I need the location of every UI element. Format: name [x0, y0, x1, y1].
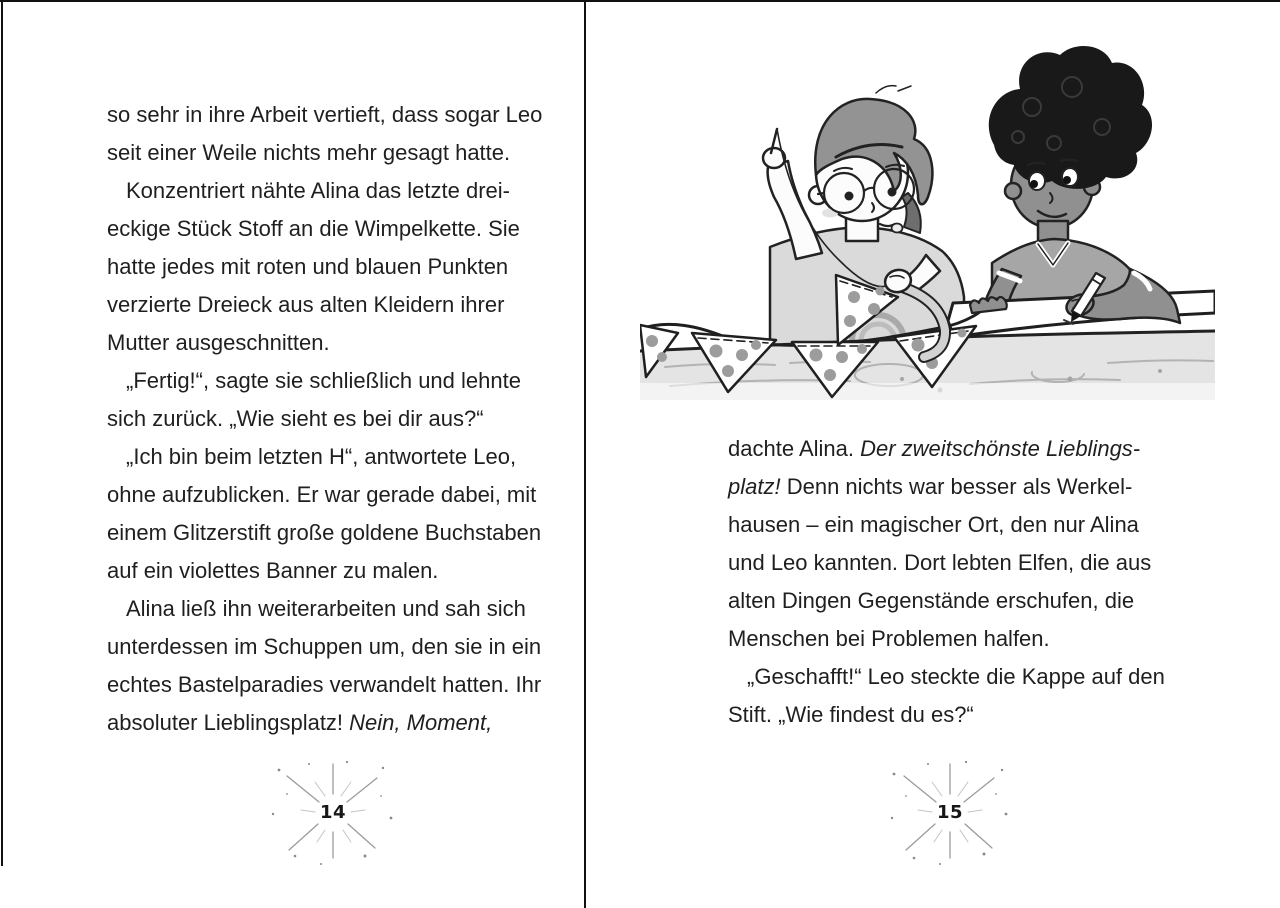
text-segment: echtes Bastelparadies verwandelt hatten. Ihr: [107, 672, 542, 697]
page-number-right: [880, 752, 1020, 872]
page-number-left: [263, 752, 403, 872]
italic-text-segment: Nein, Moment,: [349, 710, 493, 735]
text-line: [107, 286, 567, 324]
scan-frame-top-line: [0, 0, 1280, 2]
text-line: [728, 582, 1188, 620]
text-line: [107, 704, 567, 742]
text-segment: sich zurück. „Wie sieht es bei dir aus?“: [107, 406, 484, 431]
text-line: [107, 96, 567, 134]
text-line: [107, 438, 567, 476]
text-line: [107, 552, 567, 590]
italic-text-segment: Der zweitschönste Lieblings-: [860, 436, 1141, 461]
text-line: [728, 430, 1188, 468]
text-line: [107, 628, 567, 666]
text-segment: hatte jedes mit roten und blauen Punkten: [107, 254, 509, 279]
text-line: [107, 324, 567, 362]
right-page-text: [728, 430, 1188, 734]
text-line: [107, 248, 567, 286]
text-segment: so sehr in ihre Arbeit vertieft, dass sogar Leo: [107, 102, 543, 127]
text-segment: einem Glitzerstift große goldene Buchstaben: [107, 520, 542, 545]
text-segment: alten Dingen Gegenstände erschufen, die: [728, 588, 1135, 613]
text-line: [728, 468, 1188, 506]
page-number-label: 14: [319, 802, 347, 823]
text-line: [107, 400, 567, 438]
text-segment: Konzentriert nähte Alina das letzte drei-: [126, 178, 511, 203]
text-line: [728, 658, 1188, 696]
text-segment: verzierte Dreieck aus alten Kleidern ihrer: [107, 292, 505, 317]
scan-frame-left-line: [1, 0, 3, 866]
text-line: [728, 544, 1188, 582]
illustration-children-crafting: [640, 45, 1215, 400]
text-line: [107, 172, 567, 210]
page-number-label: 15: [936, 802, 964, 823]
text-segment: eckige Stück Stoff an die Wimpelkette. Sie: [107, 216, 520, 241]
text-line: [728, 696, 1188, 734]
text-segment: und Leo kannten. Dort lebten Elfen, die aus: [728, 550, 1152, 575]
text-segment: „Ich bin beim letzten H“, antwortete Leo,: [126, 444, 517, 469]
text-line: [107, 666, 567, 704]
text-line: [728, 620, 1188, 658]
text-segment: auf ein violettes Banner zu malen.: [107, 558, 439, 583]
text-line: [107, 210, 567, 248]
text-segment: „Geschafft!“ Leo steckte die Kappe auf den: [747, 664, 1165, 689]
text-line: [107, 476, 567, 514]
left-page-text: [107, 96, 567, 742]
text-segment: Stift. „Wie findest du es?“: [728, 702, 974, 727]
text-line: [107, 362, 567, 400]
text-segment: ohne aufzublicken. Er war gerade dabei, mit: [107, 482, 537, 507]
text-line: [107, 134, 567, 172]
text-segment: unterdessen im Schuppen um, den sie in ein: [107, 634, 542, 659]
page-divider-line: [584, 0, 586, 908]
text-segment: Alina ließ ihn weiterarbeiten und sah sich: [126, 596, 526, 621]
italic-text-segment: platz!: [728, 474, 781, 499]
text-segment: „Fertig!“, sagte sie schließlich und lehnte: [126, 368, 521, 393]
text-segment: hausen – ein magischer Ort, den nur Alina: [728, 512, 1139, 537]
text-segment: seit einer Weile nichts mehr gesagt hatte.: [107, 140, 511, 165]
text-line: [107, 514, 567, 552]
boy-leo: [984, 46, 1152, 311]
text-line: [728, 506, 1188, 544]
illustration-svg: [640, 45, 1215, 400]
text-segment: Mutter ausgeschnitten.: [107, 330, 330, 355]
text-line: [107, 590, 567, 628]
text-segment: dachte Alina.: [728, 436, 861, 461]
text-segment: Menschen bei Problemen halfen.: [728, 626, 1050, 651]
text-segment: absoluter Lieblingsplatz!: [107, 710, 350, 735]
text-segment: Denn nichts war besser als Werkel-: [780, 474, 1133, 499]
